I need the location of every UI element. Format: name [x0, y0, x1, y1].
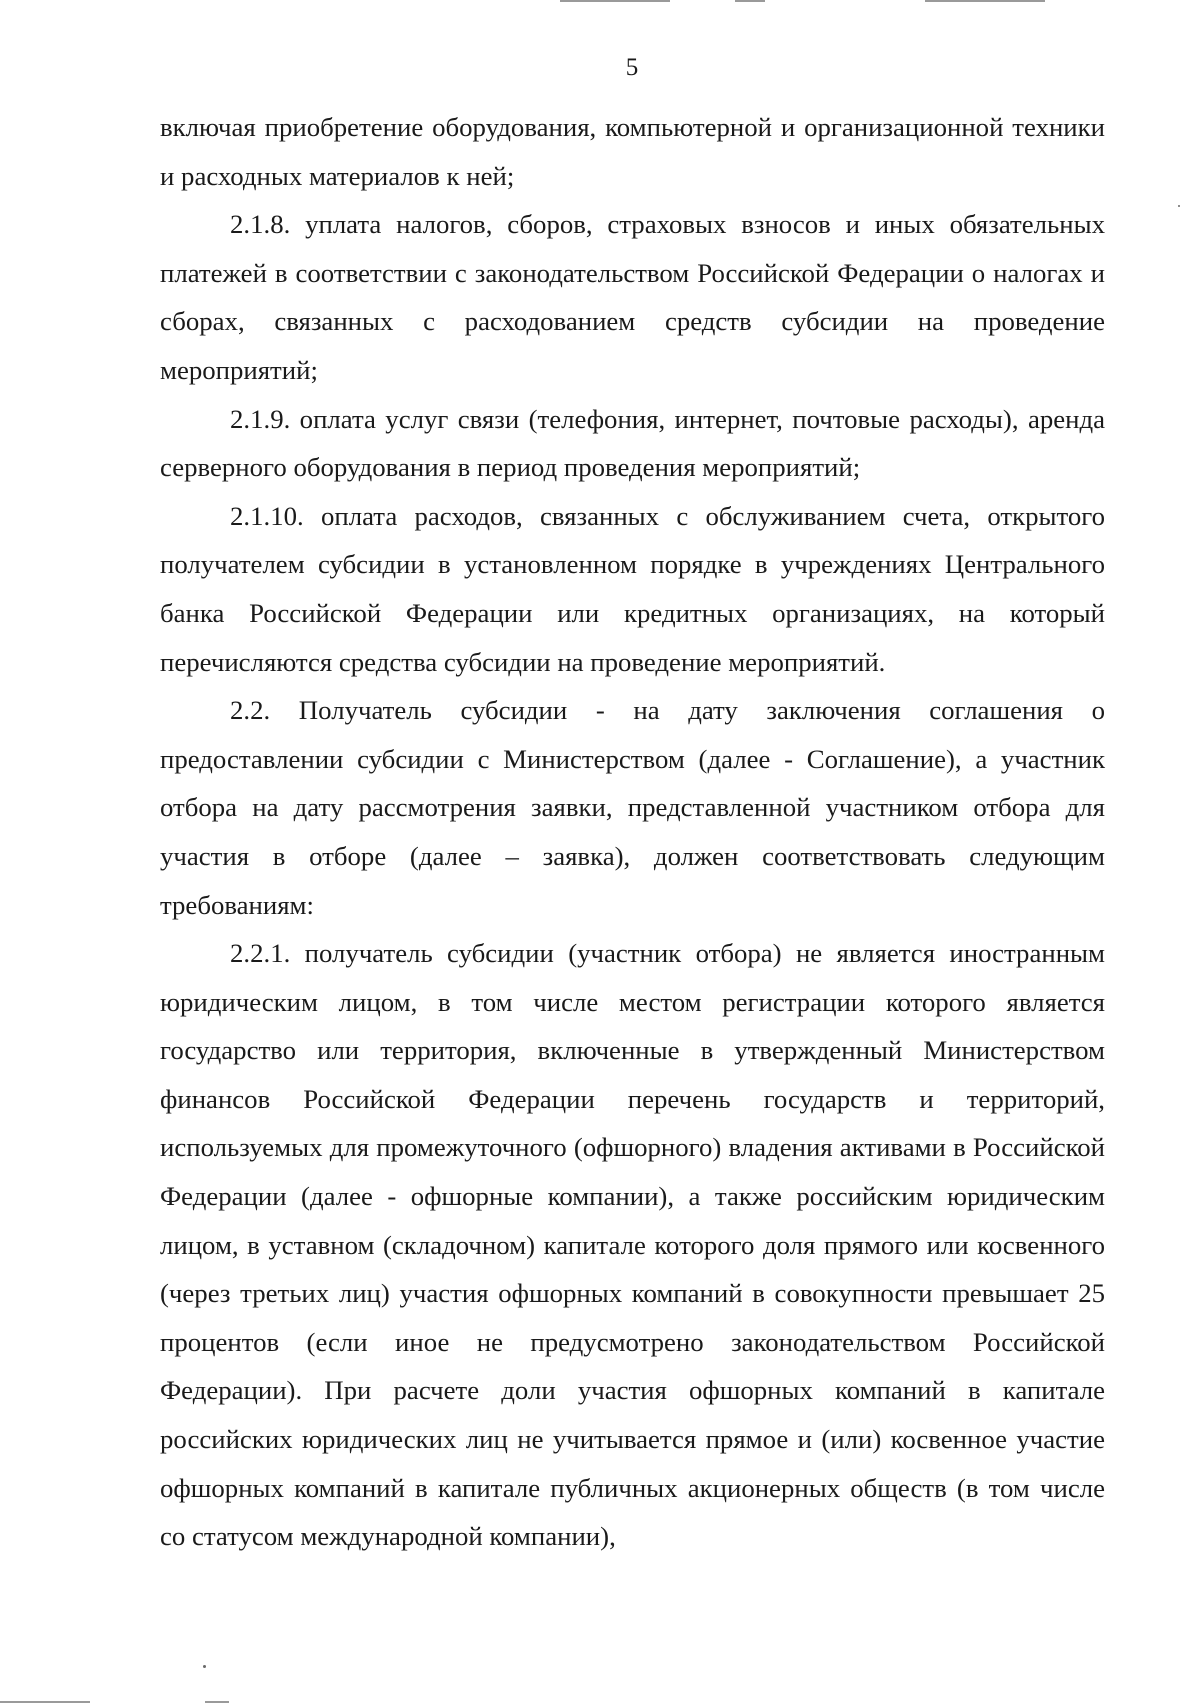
paragraph-continuation: включая приобретение оборудования, компьютерной и организационной техники и расходных материалов к ней; — [160, 112, 1105, 191]
scan-dot-2 — [1178, 205, 1180, 207]
paragraph-2-1-8: 2.1.8. уплата налогов, сборов, страховых взносов и иных обязательных платежей в соответствии с законодательством Российской Федерации о налогах и сборах, связанных с расходованием средств субсидии на проведение мероприятий; — [160, 209, 1105, 385]
paragraph-2-1-9: 2.1.9. оплата услуг связи (телефония, интернет, почтовые расходы), аренда серверного оборудования в период проведения мероприятий; — [160, 403, 1105, 483]
scan-mark-bottom-1 — [0, 1701, 90, 1703]
paragraph-2-1-10: 2.1.10. оплата расходов, связанных с обслуживанием счета, открытого получателем субсидии в установленном порядке в учреждениях Центрального банка Российской Федерации или кредитных организациях, на который перечисляются средства субсидии на проведение мероприятий. — [160, 500, 1105, 677]
scan-mark-bottom-2 — [205, 1701, 229, 1703]
paragraph-2-2: 2.2. Получатель субсидии - на дату заключения соглашения о предоставлении субсидии с Министерством (далее - Соглашение), а участник отбора на дату рассмотрения заявки, представленной участником отбора для участия в отборе (далее – заявка), должен соответствовать следующим требованиям: — [160, 695, 1105, 920]
document-body — [160, 103, 1105, 1561]
scan-mark-top-3 — [925, 0, 1045, 2]
scan-dot-1 — [203, 1665, 206, 1668]
page-number: 5 — [625, 54, 639, 81]
scan-mark-top-2 — [735, 0, 765, 2]
scan-mark-top-1 — [560, 0, 670, 2]
paragraph-2-2-1: 2.2.1. получатель субсидии (участник отбора) не является иностранным юридическим лицом, в том числе местом регистрации которого является государство или территория, включенные в утвержденный Министерством финансов Российской Федерации перечень государств и территорий, используемых для промежуточного (офшорного) владения активами в Российской Федерации (далее - офшорные компании), а также российским юридическим лицом, в уставном (складочном) капитале которого доля прямого или косвенного (через третьих лиц) участия офшорных компаний в совокупности превышает 25 процентов (если иное не предусмотрено законодательством Российской Федерации). При расчете доли участия офшорных компаний в капитале российских юридических лиц не учитывается прямое и (или) косвенное участие офшорных компаний в капитале публичных акционерных обществ (в том числе со статусом международной компании), — [160, 938, 1105, 1552]
